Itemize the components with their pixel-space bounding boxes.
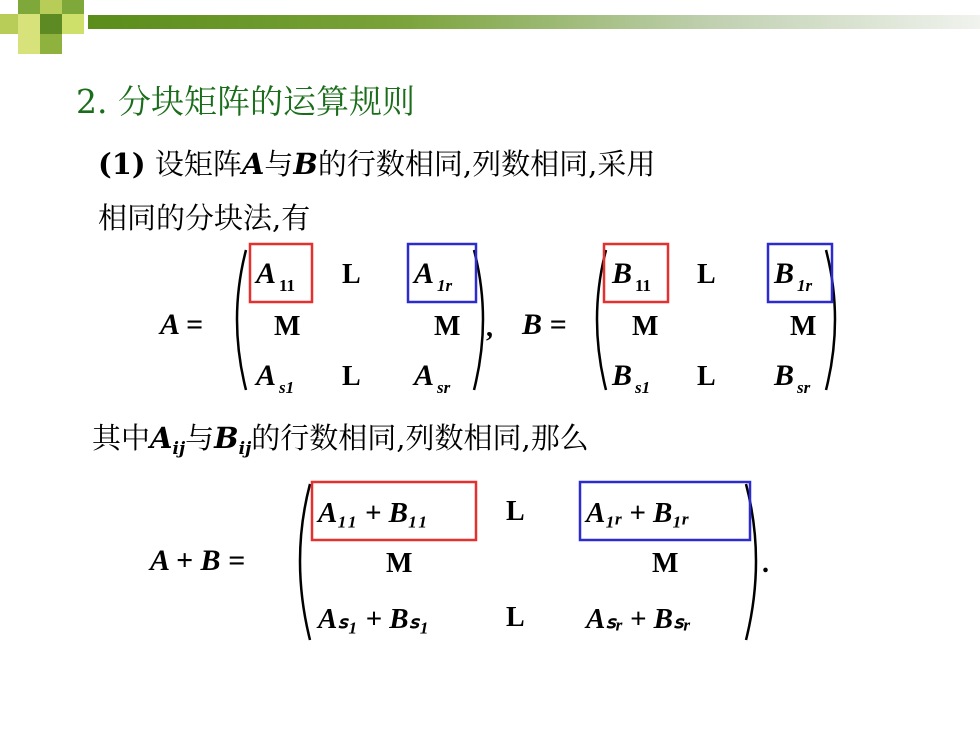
sum-r1c3: A₁ᵣ + B₁ᵣ (586, 497, 689, 529)
sum-lhs: A + B = (150, 544, 246, 577)
line3-text-a: 其中 (92, 421, 151, 455)
a11-symbol: A (256, 257, 277, 290)
asr-sub: sr (437, 378, 451, 397)
b11-symbol: B (612, 257, 633, 290)
b1r-sub: 1r (797, 276, 813, 295)
sum-row3-ellipsis: L (506, 602, 525, 633)
a-col1-vdots: M (274, 311, 301, 342)
sum-col3-vdots: M (652, 548, 679, 579)
b-row1-ellipsis: L (697, 259, 716, 290)
matrix-a-symbol: A (241, 147, 265, 181)
bij-sub: ij (238, 439, 252, 459)
matrix-b-right-paren (826, 250, 835, 390)
b-col3-vdots: M (790, 311, 817, 342)
a-col3-vdots: M (434, 311, 461, 342)
intro-line-2: 相同的分块法,有 (98, 201, 311, 235)
sum-r3c3: Aₛᵣ + Bₛᵣ (586, 603, 691, 635)
bij-symbol: B (214, 421, 239, 455)
slide-title: 2. 分块矩阵的运算规则 (76, 82, 415, 121)
matrix-b-symbol: B (293, 147, 318, 181)
sum-row1-ellipsis: L (506, 496, 525, 527)
sum-r3c1: Aₛ₁ + Bₛ₁ (318, 603, 430, 635)
b-row3-ellipsis: L (697, 361, 716, 392)
bs1-symbol: B (612, 359, 633, 392)
matrix-a-lhs: A = (160, 308, 203, 341)
b-col1-vdots: M (632, 311, 659, 342)
aij-sub: ij (172, 439, 186, 459)
matrix-b (521, 244, 835, 397)
b1r-symbol: B (774, 257, 795, 290)
intro-text-a: 设矩阵 (145, 147, 242, 181)
matrix-a-comma: , (486, 312, 493, 343)
matrix-sum (148, 482, 769, 640)
a1r-symbol: A (414, 257, 435, 290)
a11-sub: 11 (279, 276, 296, 295)
a-row3-ellipsis: L (342, 361, 361, 392)
matrix-b-lhs: B = (522, 308, 567, 341)
intro-text-b: 与 (264, 147, 294, 181)
matrix-a (158, 244, 493, 397)
asr-symbol: A (414, 359, 435, 392)
a-row1-ellipsis: L (342, 259, 361, 290)
as1-symbol: A (256, 359, 277, 392)
sum-left-paren (300, 484, 310, 640)
b11-sub: 11 (635, 276, 652, 295)
bs1-sub: s1 (635, 378, 651, 397)
aij-symbol: A (150, 421, 173, 455)
matrix-a-left-paren (237, 250, 246, 390)
line3-text-c: 的行数相同,列数相同,那么 (251, 421, 589, 455)
as1-sub: s1 (279, 378, 295, 397)
a1r-sub: 1r (437, 276, 453, 295)
bsr-sub: sr (797, 378, 811, 397)
sum-period: . (762, 548, 769, 579)
sum-r1c1: A₁₁ + B₁₁ (318, 497, 429, 529)
sum-col1-vdots: M (386, 548, 413, 579)
line3-text-b: 与 (185, 421, 215, 455)
intro-text-c: 的行数相同,列数相同,采用 (317, 147, 656, 181)
item-number: (1) (98, 147, 146, 181)
bsr-symbol: B (774, 359, 795, 392)
